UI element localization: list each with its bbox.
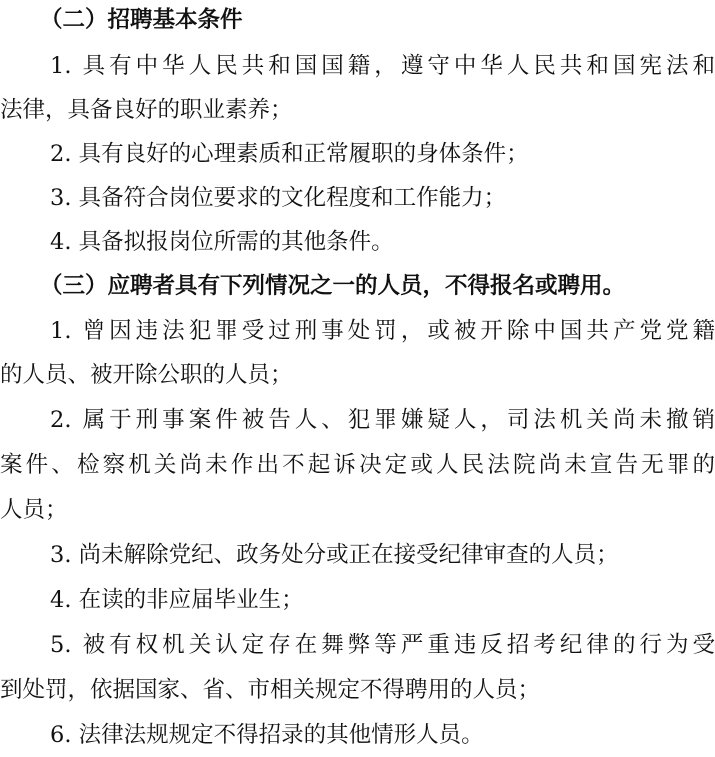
paragraph-line: 6. 法律法规规定不得招录的其他情形人员。 <box>50 722 484 748</box>
paragraph-line: 的人员、被开除公职的人员； <box>0 362 293 388</box>
paragraph-line: 5. 被有权机关认定存在舞弊等严重违反招考纪律的行为受 <box>50 632 715 658</box>
paragraph-line: 3. 尚未解除党纪、政务处分或正在接受纪律审查的人员； <box>50 542 619 568</box>
paragraph-line: 1. 曾因违法犯罪受过刑事处罚，或被开除中国共产党党籍 <box>50 318 715 344</box>
paragraph-line: 4. 在读的非应届毕业生； <box>50 587 304 613</box>
paragraph-line: 法律，具备良好的职业素养； <box>0 97 293 123</box>
paragraph-line: 2. 属于刑事案件被告人、犯罪嫌疑人，司法机关尚未撤销 <box>50 407 715 433</box>
paragraph-line: 3. 具备符合岗位要求的文化程度和工作能力； <box>50 185 507 211</box>
paragraph-line: 2. 具有良好的心理素质和正常履职的身体条件； <box>50 141 529 167</box>
section-heading-2: （二）招聘基本条件 <box>40 7 243 33</box>
paragraph-line: 1. 具有中华人民共和国国籍，遵守中华人民共和国宪法和 <box>50 53 715 79</box>
section-heading-3: （三）应聘者具有下列情况之一的人员，不得报名或聘用。 <box>40 273 626 299</box>
paragraph-line: 到处罚，依据国家、省、市相关规定不得聘用的人员； <box>0 677 541 703</box>
paragraph-line: 人员； <box>0 497 68 523</box>
paragraph-line: 4. 具备拟报岗位所需的其他条件。 <box>50 229 394 255</box>
paragraph-line: 案件、检察机关尚未作出不起诉决定或人民法院尚未宣告无罪的 <box>0 452 715 478</box>
